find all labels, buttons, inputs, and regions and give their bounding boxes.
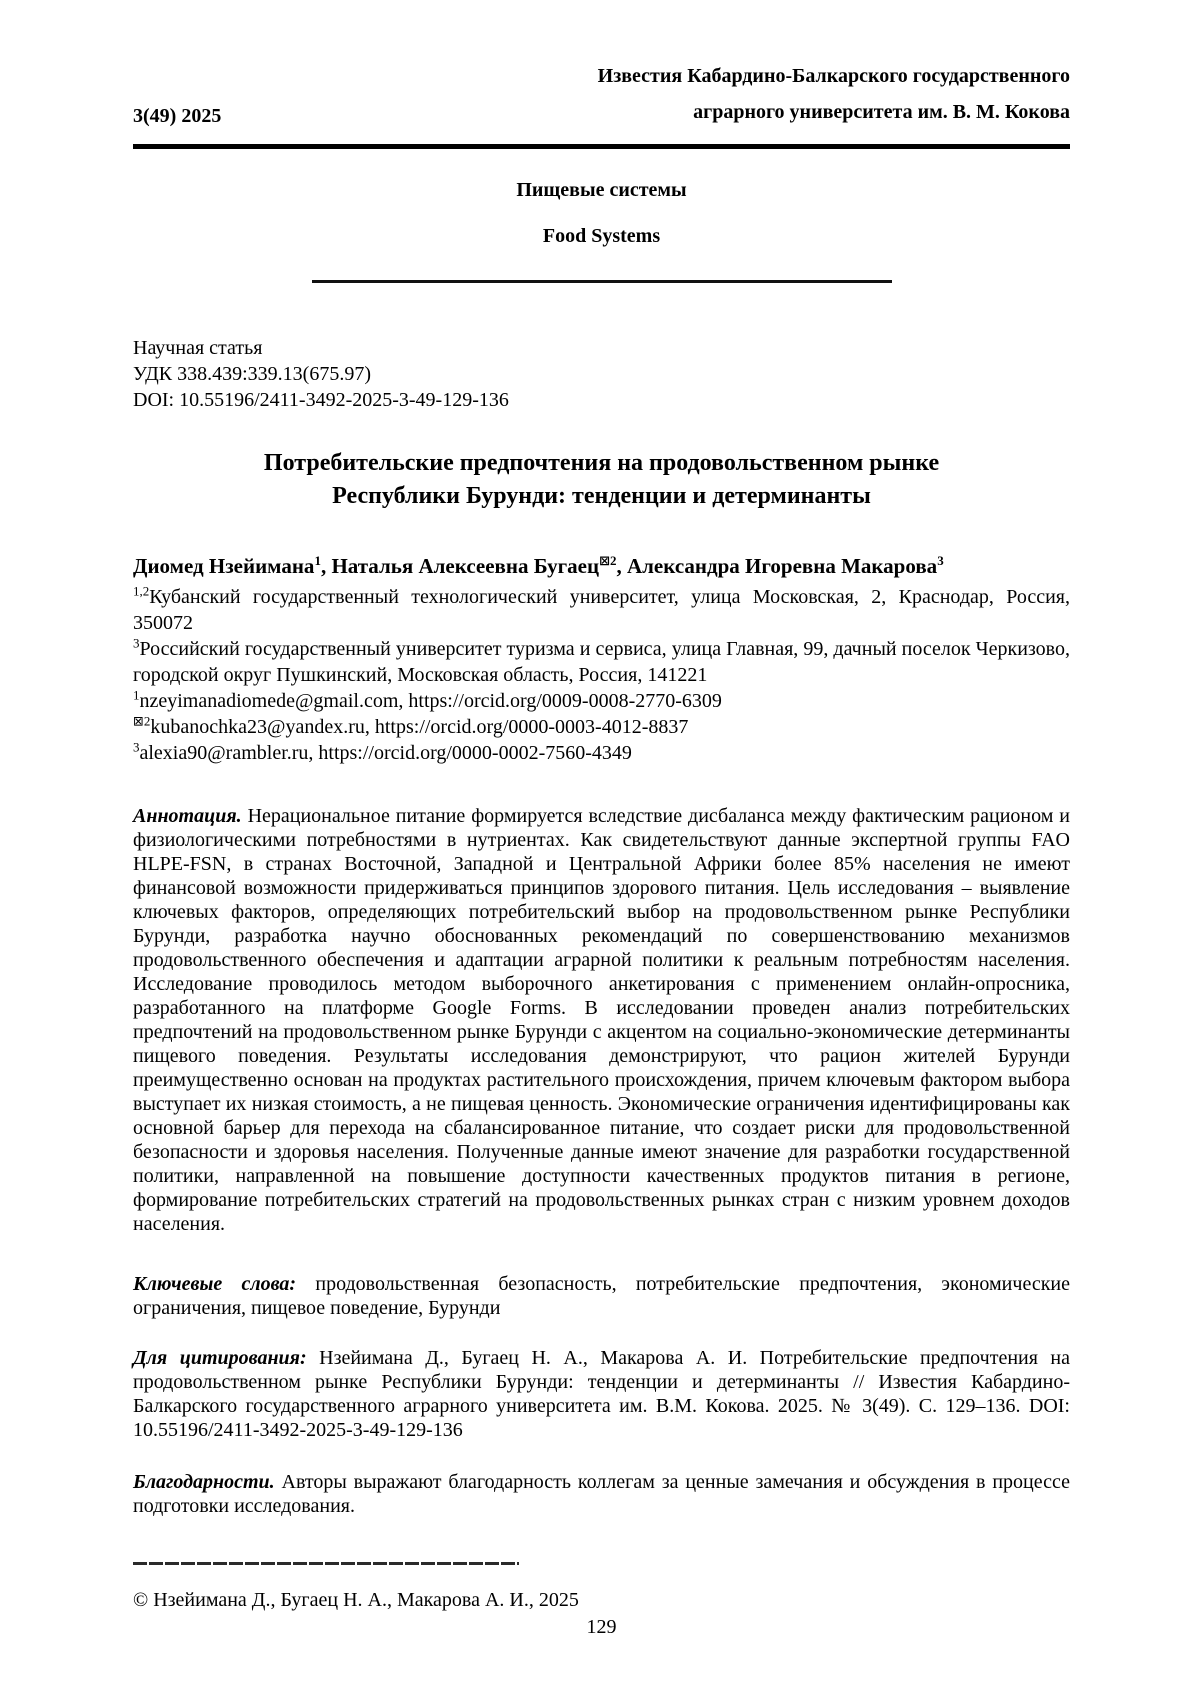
journal-header [133,58,1070,130]
section-heading-en: Food Systems [542,225,661,247]
affiliation-1-sup: 1,2 [133,583,150,599]
author-email-2-sup: ⊠2 [133,713,151,729]
acknowledgements-paragraph [133,1470,1070,1518]
footer-divider [133,1562,519,1565]
article-title [133,447,1070,513]
affiliation-1: $^{1,2}$Кубанский государственный технологический университет, улица Московская, 2, Краснодар, Россия, 350072 [133,583,1070,634]
affiliation-2: $^3$Российский государственный университет туризма и сервиса, улица Главная, 99, дачный поселок Черкизово, городской округ Пушкинский, Московская область, Россия, 141221 [133,635,1070,686]
section-heading-ru: Пищевые системы [516,179,687,201]
issue-number: 3(49) 2025 [133,105,222,127]
header-rule [133,144,1070,149]
article-type: Научная статья [133,337,263,359]
affiliation-2-sup: 3 [133,635,140,651]
udc-code: УДК 338.439:339.13(675.97) [133,363,371,385]
author-1-sup: 1 [314,553,321,568]
affiliations-block [133,584,1070,766]
author-3-sup: 3 [937,553,944,568]
author-3: Александра Игоревна Макарова$^3$ [626,553,944,578]
journal-name-line1: Известия Кабардино-Балкарского государственного [597,65,1070,87]
article-title-line2: Республики Бурунди: тенденции и детерминанты [332,483,871,509]
acknowledgements-text: Авторы выражают благодарность коллегам за ценные замечания и обсуждения в процессе подготовки исследования. [133,1471,1071,1517]
citation-paragraph [133,1346,1070,1442]
keywords-text: продовольственная безопасность, потребительские предпочтения, экономические ограничения, пищевое поведение, Бурунди [133,1273,1070,1319]
author-email-2: $^{⊠2}$kubanochka23@yandex.ru, https://orcid.org/0000-0003-4012-8837 [133,713,689,738]
abstract-label: Аннотация. [133,805,242,827]
journal-name-line2: аграрного университета им. В. М. Кокова [693,101,1070,123]
author-2: Наталья Алексеевна Бугаец$^{⊠2}$, [331,553,627,578]
journal-name [598,58,1070,130]
author-email-3: $^3$alexia90@rambler.ru, https://orcid.org/0000-0002-7560-4349 [133,739,632,764]
author-1: Диомед Нзейимана$^1$, [133,553,332,578]
keywords-paragraph [133,1272,1070,1320]
acknowledgements-label: Благодарности. [133,1471,275,1493]
author-email-3-sup: 3 [133,739,140,755]
citation-label: Для цитирования: [133,1347,307,1369]
copyright-line: © Нзейимана Д., Бугаец Н. А., Макарова А. И., 2025 [133,1589,579,1611]
citation-text: Нзейимана Д., Бугаец Н. А., Макарова А. И. Потребительские предпочтения на продовольственном рынке Республики Бурунди: тенденции и детерминанты // Известия Кабардино-Балкарского государственного аграрного университета им. В.М. Кокова. 2025. № 3(49). С. 129–136. DOI: 10.55196/2411-3492-2025-3-49-129-136 [133,1347,1070,1441]
article-meta [133,335,1070,413]
author-email-1-sup: 1 [133,687,140,703]
abstract-paragraph [133,804,1070,1236]
authors-line [133,553,1070,580]
keywords-label: Ключевые слова: [133,1273,297,1295]
article-title-line1: Потребительские предпочтения на продовольственном рынке [263,450,940,476]
author-2-sup: ⊠2 [599,553,617,568]
page-number: 129 [586,1616,617,1638]
author-email-1: $^1$nzeyimanadiomede@gmail.com, https://orcid.org/0009-0008-2770-6309 [133,687,722,712]
doi-line: DOI: 10.55196/2411-3492-2025-3-49-129-136 [133,389,509,411]
abstract-text: Нерациональное питание формируется вследствие дисбаланса между фактическим рационом и физиологическими потребностями в нутриентах. Как свидетельствуют данные экспертной группы FAO HLPE-FSN, в странах Восточной, Западной и Центральной Африки более 85% населения не имеют финансовой возможности придерживаться принципов здорового питания. Цель исследования – выявление ключевых факторов, определяющих потребительский выбор на продовольственном рынке Республики Бурунди, разработка научно обоснованных рекомендаций по совершенствованию механизмов продовольственного обеспечения и адаптации аграрной политики к реальным потребностям населения. Исследование проводилось методом выборочного анкетирования с применением онлайн-опросника, разработанного на платформе Google Forms. В исследовании проведен анализ потребительских предпочтений на продовольственном рынке Бурунди с акцентом на социально-экономические детерминанты пищевого поведения. Результаты исследования демонстрируют, что рацион жителей Бурунди преимущественно основан на продуктах растительного происхождения, причем ключевым фактором выбора выступает их низкая стоимость, а не пищевая ценность. Экономические ограничения идентифицированы как основной барьер для перехода на сбалансированное питание, что создает риски для продовольственной безопасности и здоровья населения. Полученные данные имеют значение для разработки государственной политики, направленной на повышение доступности качественных продуктов питания в регионе, формирование потребительских стратегий на продовольственных рынках стран с низким уровнем доходов населения. [133,805,1071,1235]
section-divider [312,280,892,283]
